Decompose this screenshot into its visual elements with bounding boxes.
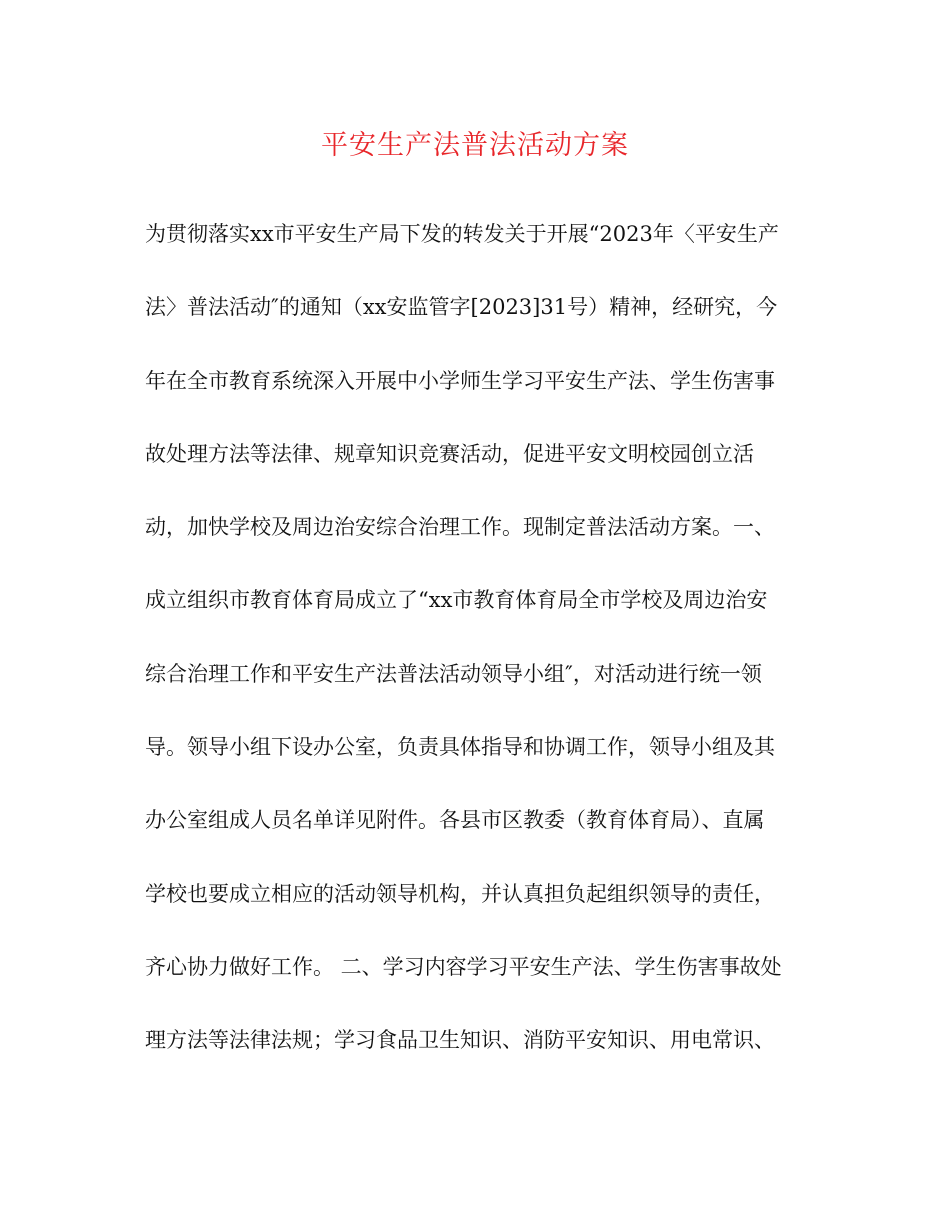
body-line: 故处理方法等法律、规章知识竞赛活动，促进平安文明校园创立活 bbox=[145, 441, 754, 466]
document-body bbox=[145, 214, 825, 1094]
body-line: 学校也要成立相应的活动领导机构，并认真担负起组织领导的责任， bbox=[145, 881, 775, 906]
body-line: 理方法等法律法规；学习食品卫生知识、消防平安知识、用电常识、 bbox=[145, 1028, 775, 1053]
body-line: 法〉普法活动″的通知（xx安监管字[2023]31号）精神，经研究，今 bbox=[145, 295, 778, 320]
body-line: 动，加快学校及周边治安综合治理工作。现制定普法活动方案。一、 bbox=[145, 515, 775, 540]
body-line: 办公室组成人员名单详见附件。各县市区教委（教育体育局）、直属 bbox=[145, 808, 765, 833]
body-line: 年在全市教育系统深入开展中小学师生学习平安生产法、学生伤害事 bbox=[145, 368, 775, 393]
document-title: 平安生产法普法活动方案 bbox=[321, 130, 629, 161]
body-line: 导。领导小组下设办公室，负责具体指导和协调工作，领导小组及其 bbox=[145, 735, 775, 760]
body-line: 为贯彻落实xx市平安生产局下发的转发关于开展“2023年〈平安生产 bbox=[145, 222, 779, 246]
body-line: 综合治理工作和平安生产法普法活动领导小组″，对活动进行统一领 bbox=[145, 661, 762, 686]
body-line: 成立组织市教育体育局成立了“xx市教育体育局全市学校及周边治安 bbox=[145, 588, 768, 613]
body-line: 齐心协力做好工作。 二、学习内容学习平安生产法、学生伤害事故处 bbox=[145, 954, 782, 979]
